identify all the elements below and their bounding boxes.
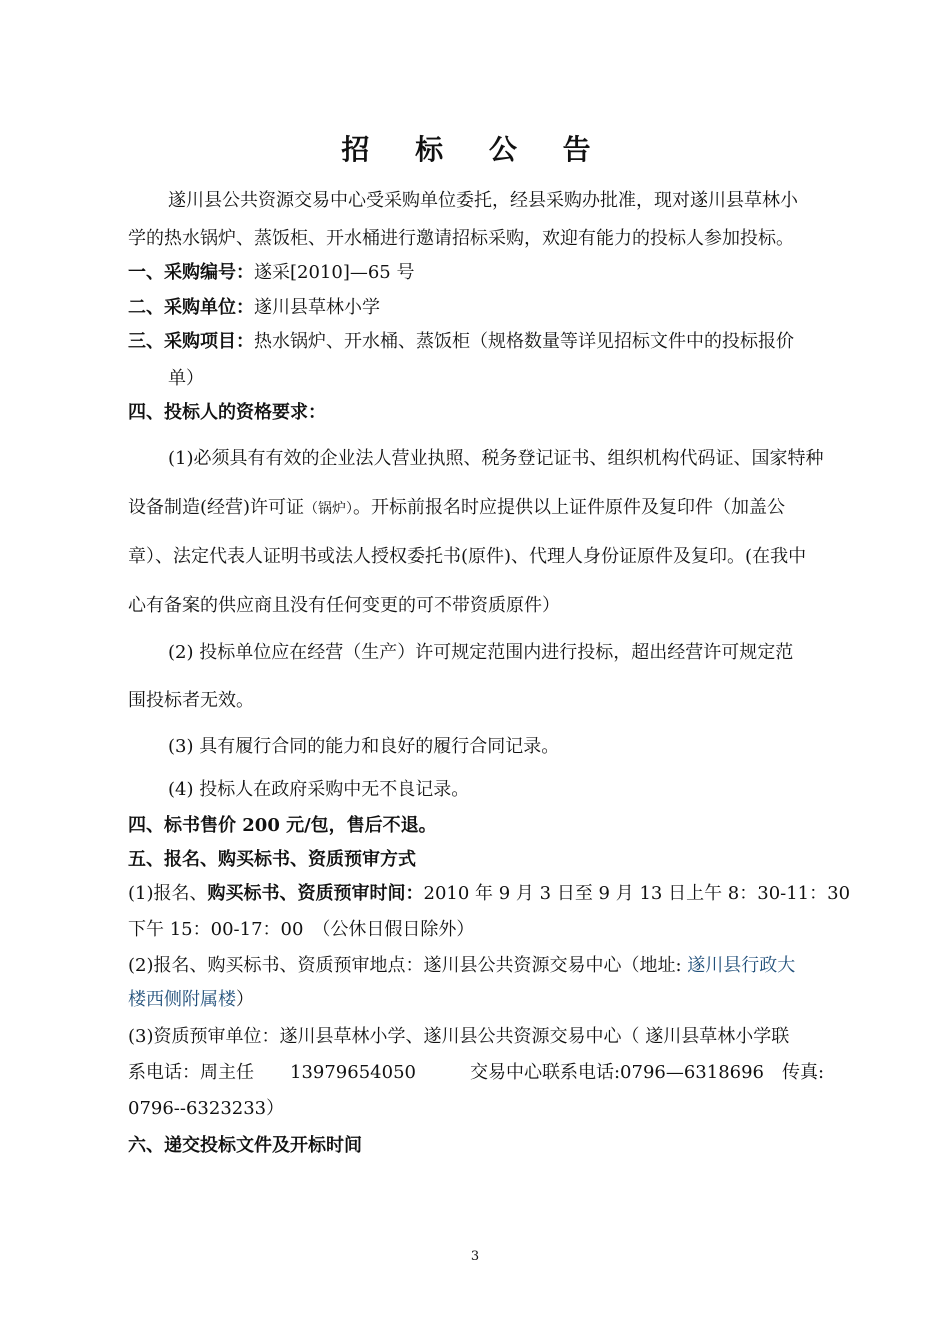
registration-location-line-2: [128, 987, 254, 1013]
qualification-item-4: (4) 投标人在政府采购中无不良记录。: [168, 779, 470, 800]
registration-location-line-1: [128, 953, 795, 979]
text: ）: [236, 989, 254, 1010]
section-procurement-unit: [128, 295, 380, 321]
section-procurement-number: [128, 260, 414, 286]
text: 2010 年 9 月 3 日至 9 月 13 日上午 8：30-11：30: [423, 883, 851, 904]
section-registration-heading: 五、报名、购买标书、资质预审方式: [128, 849, 416, 870]
address-text: 楼西侧附属楼: [128, 989, 236, 1010]
prequalification-unit-line-3: 0796--6323233）: [128, 1098, 285, 1119]
section-value: 遂川县草林小学: [254, 297, 380, 318]
prequalification-unit-line-2: 系电话：周主任 13979654050 交易中心联系电话:0796—6318696 传真:: [128, 1062, 825, 1083]
section-bid-document-price: 四、标书售价 200 元/包，售后不退。: [128, 815, 437, 836]
section-label: 二、采购单位：: [128, 297, 254, 318]
section-procurement-project: [128, 329, 794, 355]
prequalification-unit-line-1: (3)资质预审单位：遂川县草林小学、遂川县公共资源交易中心（ 遂川县草林小学联: [128, 1026, 790, 1047]
section-qualification-heading: 四、投标人的资格要求：: [128, 402, 326, 423]
registration-time-line-1: [128, 881, 850, 907]
boiler-note: （锅炉）: [304, 501, 354, 517]
qualification-item-3: (3) 具有履行合同的能力和良好的履行合同记录。: [168, 736, 560, 757]
section-submission-heading: 六、递交投标文件及开标时间: [128, 1135, 362, 1156]
intro-line-2: 学的热水锅炉、蒸饭柜、开水桶进行邀请招标采购，欢迎有能力的投标人参加投标。: [128, 228, 794, 249]
section-label: 三、采购项目：: [128, 331, 254, 352]
text: 。开标前报名时应提供以上证件原件及复印件（加盖公: [353, 497, 786, 518]
qualification-item-2-line-1: (2) 投标单位应在经营（生产）许可规定范围内进行投标，超出经营许可规定范: [168, 642, 794, 663]
text: (2)报名、购买标书、资质预审地点：遂川县公共资源交易中心（地址:: [128, 955, 688, 976]
qualification-item-2-line-2: 围投标者无效。: [128, 690, 254, 711]
section-label: 一、采购编号：: [128, 262, 254, 283]
text: (1)报名、: [128, 883, 208, 904]
page-number: 3: [470, 1249, 480, 1264]
text-bold: 购买标书、资质预审时间：: [207, 883, 424, 904]
qualification-item-1-line-4: 心有备案的供应商且没有任何变更的可不带资质原件）: [128, 595, 560, 616]
document-title: 招 标 公 告: [341, 133, 609, 166]
qualification-item-1-line-2: [128, 495, 785, 522]
text: 设备制造(经营)许可证: [128, 497, 305, 518]
qualification-item-1-line-3: 章）、法定代表人证明书或法人授权委托书(原件)、代理人身份证原件及复印。(在我中: [128, 546, 807, 567]
qualification-item-1-line-1: (1)必须具有有效的企业法人营业执照、税务登记证书、组织机构代码证、国家特种: [168, 448, 824, 469]
section-procurement-project-cont: 单）: [168, 368, 204, 389]
registration-time-line-2: 下午 15：00-17：00 （公休日假日除外）: [128, 919, 475, 940]
intro-line-1: 遂川县公共资源交易中心受采购单位委托，经县采购办批准，现对遂川县草林小: [168, 190, 798, 211]
section-value: 热水锅炉、开水桶、蒸饭柜（规格数量等详见招标文件中的投标报价: [254, 331, 794, 352]
address-text: 遂川县行政大: [687, 955, 796, 976]
section-value: 遂采[2010]—65 号: [254, 262, 415, 283]
